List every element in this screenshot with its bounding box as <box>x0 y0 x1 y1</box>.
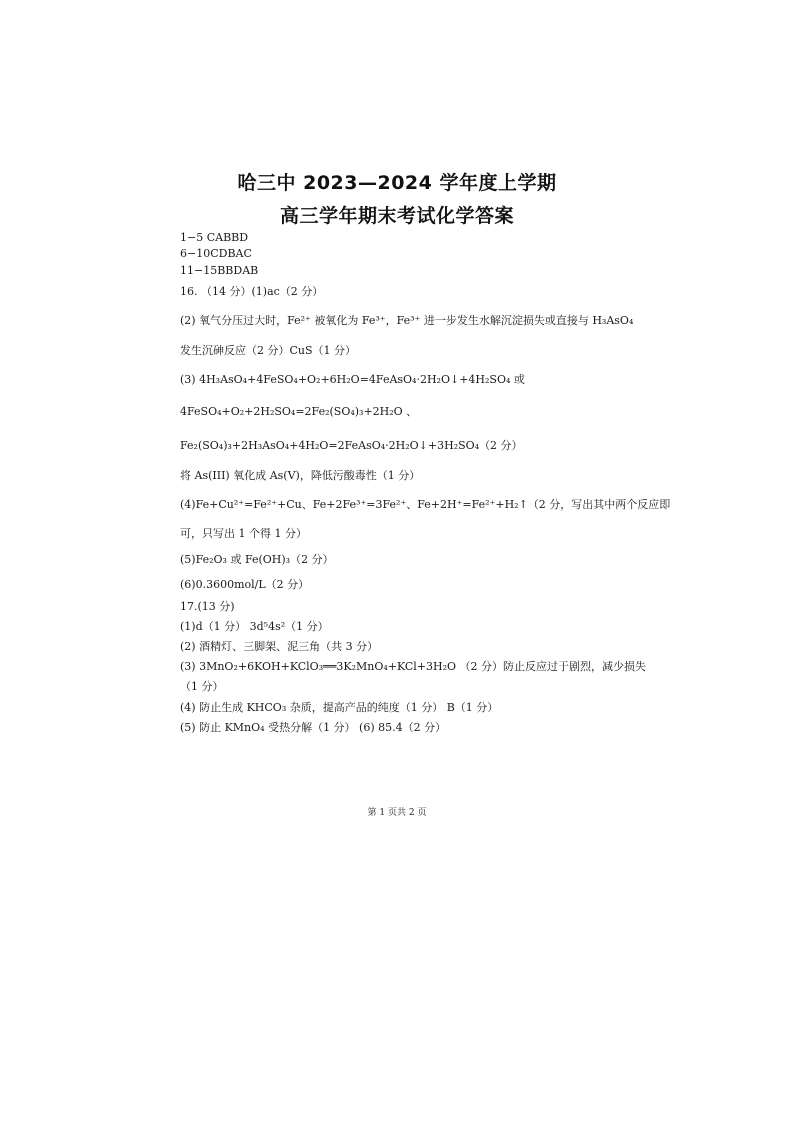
page-title-exam: 高三学年期末考试化学答案 <box>279 205 514 227</box>
answer-line-q16-4b: 可，只写出 1 个得 1 分） <box>180 527 307 540</box>
answer-line-q16-3b: 4FeSO₄+O₂+2H₂SO₄=2Fe₂(SO₄)₃+2H₂O 、 <box>180 405 418 418</box>
answer-line-q16-header: 16. （14 分）(1)ac（2 分） <box>180 285 324 298</box>
answer-line-q17-2: (2) 酒精灯、三脚架、泥三角（共 3 分） <box>180 640 379 653</box>
answer-line-q17-header: 17.(13 分) <box>180 600 235 613</box>
answer-line-choice-11-15: 11−15BBDAB <box>180 264 259 277</box>
answer-line-q16-3a: (3) 4H₃AsO₄+4FeSO₄+O₂+6H₂O=4FeAsO₄·2H₂O↓+4H₂SO₄ 或 <box>180 373 525 386</box>
answer-line-q16-6: (6)0.3600mol/L（2 分） <box>180 578 310 591</box>
answer-line-q16-2a: (2) 氧气分压过大时，Fe²⁺ 被氧化为 Fe³⁺，Fe³⁺ 进一步发生水解沉淀损失或直接与 H₃AsO₄ <box>180 314 634 327</box>
answer-line-q17-3b: （1 分） <box>180 680 224 693</box>
answer-line-q17-3a: (3) 3MnO₂+6KOH+KClO₃══3K₂MnO₄+KCl+3H₂O （2 分）防止反应过于剧烈，减少损失 <box>180 660 647 673</box>
answer-line-choice-1-5: 1−5 CABBD <box>180 231 249 244</box>
page-title-school: 哈三中 2023—2024 学年度上学期 <box>237 172 557 194</box>
page-number: 第 1 页共 2 页 <box>367 808 427 818</box>
answer-line-q17-5-6: (5) 防止 KMnO₄ 受热分解（1 分） (6) 85.4（2 分） <box>180 721 447 734</box>
answer-line-q16-3d: 将 As(III) 氧化成 As(V)，降低污酸毒性（1 分） <box>180 469 421 482</box>
answer-line-q16-2b: 发生沉砷反应（2 分）CuS（1 分） <box>180 344 357 357</box>
answer-line-q17-1: (1)d（1 分） 3d⁵4s²（1 分） <box>180 620 329 633</box>
answer-line-q16-4a: (4)Fe+Cu²⁺=Fe²⁺+Cu、Fe+2Fe³⁺=3Fe²⁺、Fe+2H⁺=Fe²⁺+H₂↑（2 分，写出其中两个反应即 <box>180 498 671 511</box>
answer-line-q16-5: (5)Fe₂O₃ 或 Fe(OH)₃（2 分） <box>180 553 334 566</box>
answer-line-q17-4: (4) 防止生成 KHCO₃ 杂质，提高产品的纯度（1 分） B（1 分） <box>180 701 499 714</box>
answer-line-choice-6-10: 6−10CDBAC <box>180 247 252 260</box>
answer-line-q16-3c: Fe₂(SO₄)₃+2H₃AsO₄+4H₂O=2FeAsO₄·2H₂O↓+3H₂SO₄（2 分） <box>180 439 523 452</box>
